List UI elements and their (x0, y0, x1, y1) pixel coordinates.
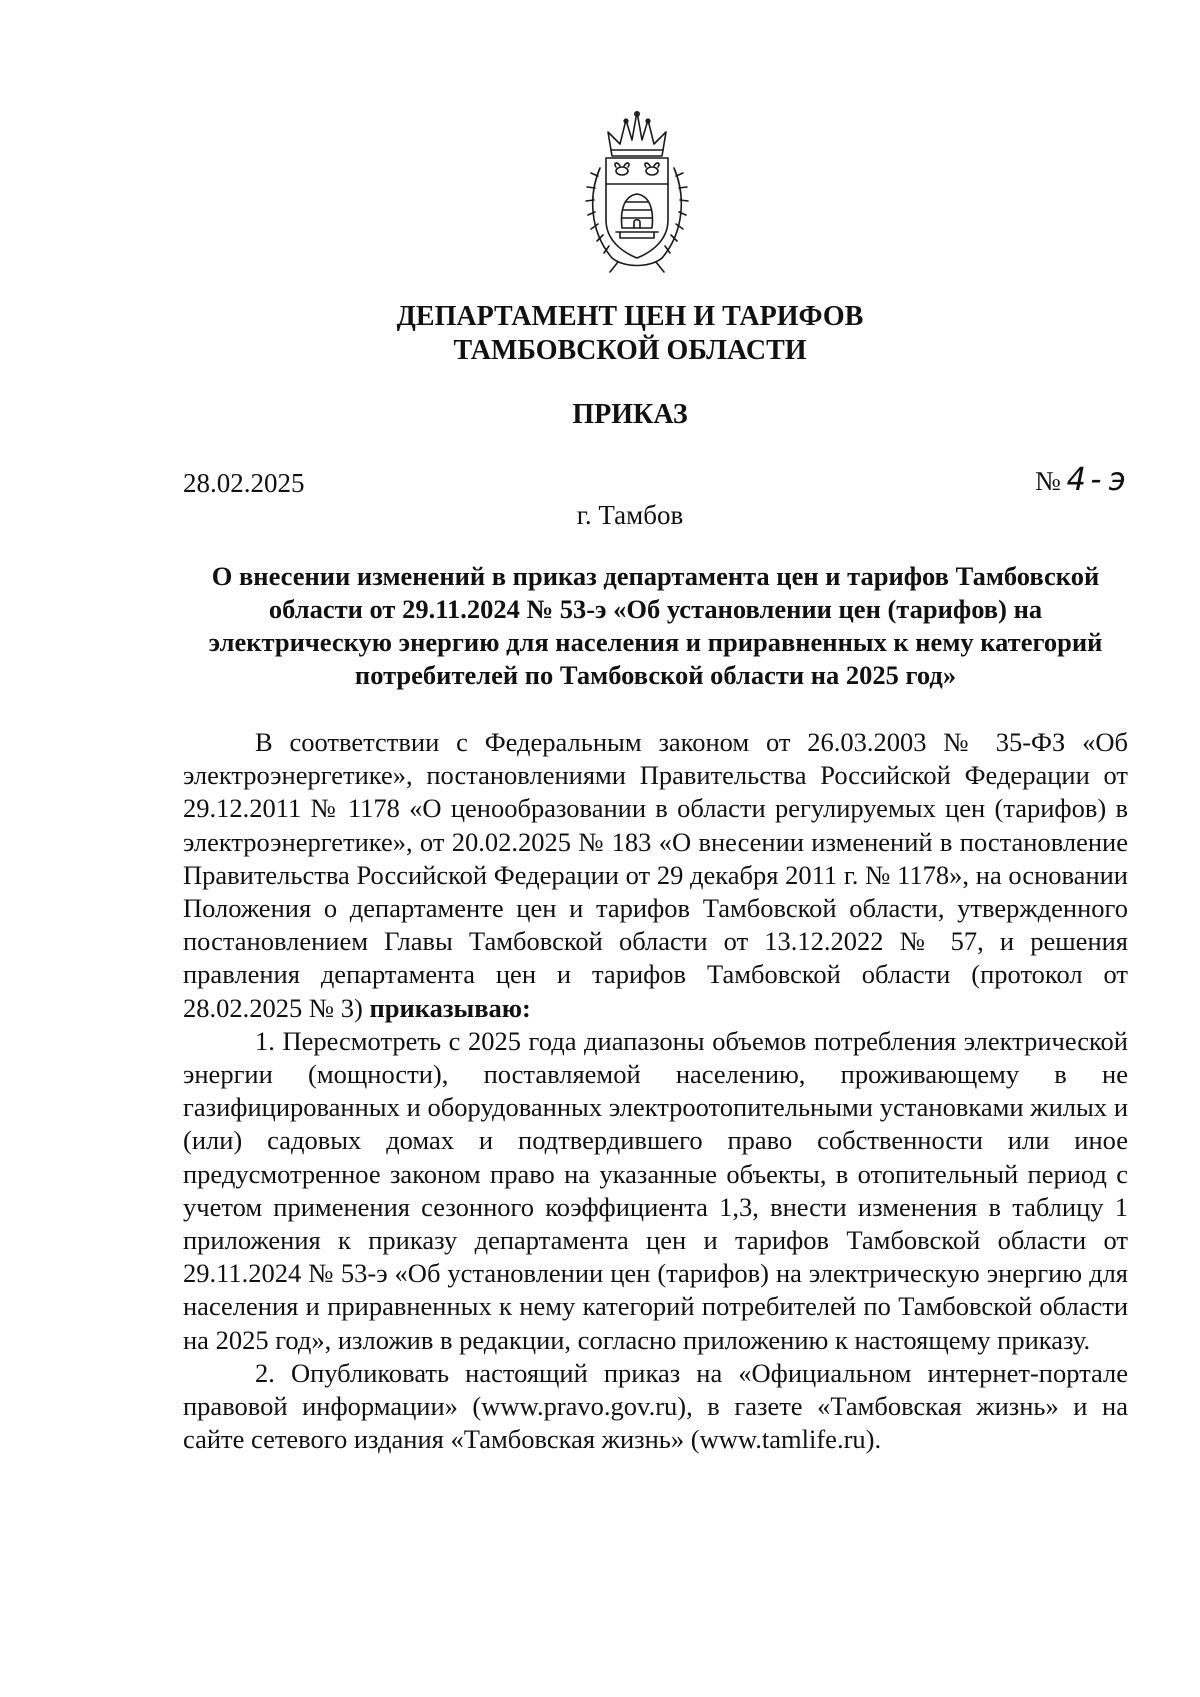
document-body (183, 726, 1128, 1456)
order-word: приказываю: (369, 992, 531, 1023)
department-name-line1: ДЕПАРТАМЕНТ ЦЕН И ТАРИФОВ (396, 301, 864, 332)
department-name-line2: ТАМБОВСКОЙ ОБЛАСТИ (453, 335, 807, 366)
document-type: ПРИКАЗ (572, 399, 688, 430)
number-sign: № (1035, 466, 1061, 496)
order-item-2: 2. Опубликовать настоящий приказ на «Официальном интернет-портале правовой информации» (www.pravo.gov.ru), в газете «Тамбовская жизнь» и на сайте сетевого издания «Тамбовская жизнь» (www.tamlife.ru). (183, 1357, 1128, 1455)
handwritten-number: 4-э (1066, 460, 1128, 498)
preamble-paragraph (183, 726, 1128, 1025)
document-title: О внесении изменений в приказ департамента цен и тарифов Тамбовской области от 29.11.2024 № 53-э «Об установлении цен (тарифов) на электрическую энергию для населения и приравненных к нему категорий потребителей по Тамбовской области на 2025 год» (208, 561, 1103, 690)
order-item-1: 1. Пересмотреть с 2025 года диапазоны объемов потребления электрической энергии (мощности), поставляемой населению, проживающему в не газифицированных и оборудованных электроотопительными установками жилых и (или) садовых домах и подтвердившего право собственности или иное предусмотренное законом право на указанные объекты, в отопительный период с учетом применения сезонного коэффициента 1,3, внести изменения в таблицу 1 приложения к приказу департамента цен и тарифов Тамбовской области от 29.11.2024 № 53-э «Об установлении цен (тарифов) на электрическую энергию для населения и приравненных к нему категорий потребителей по Тамбовской области на 2025 год», изложив в редакции, согласно приложению к настоящему приказу. (183, 1025, 1128, 1355)
preamble-text: В соответствии с Федеральным законом от 26.03.2003 № 35-ФЗ «Об электроэнергетике», постановлениями Правительства Российской Федерации от 29.12.2011 № 1178 «О ценообразовании в области регулируемых цен (тарифов) в электроэнергетике», от 20.02.2025 № 183 «О внесении изменений в постановление Правительства Российской Федерации от 29 декабря 2011 г. № 1178», на основании Положения о департаменте цен и тарифов Тамбовской области, утвержденного постановлением Главы Тамбовской области от 13.12.2022 № 57, и решения правления департамента цен и тарифов Тамбовской области (протокол от 28.02.2025 № 3) (183, 727, 1128, 1023)
tambov-coat-of-arms-icon (582, 110, 692, 276)
department-name (250, 300, 1010, 368)
document-date: 28.02.2025 (183, 468, 305, 498)
document-number (1035, 459, 1128, 501)
document-city: г. Тамбов (576, 500, 684, 530)
